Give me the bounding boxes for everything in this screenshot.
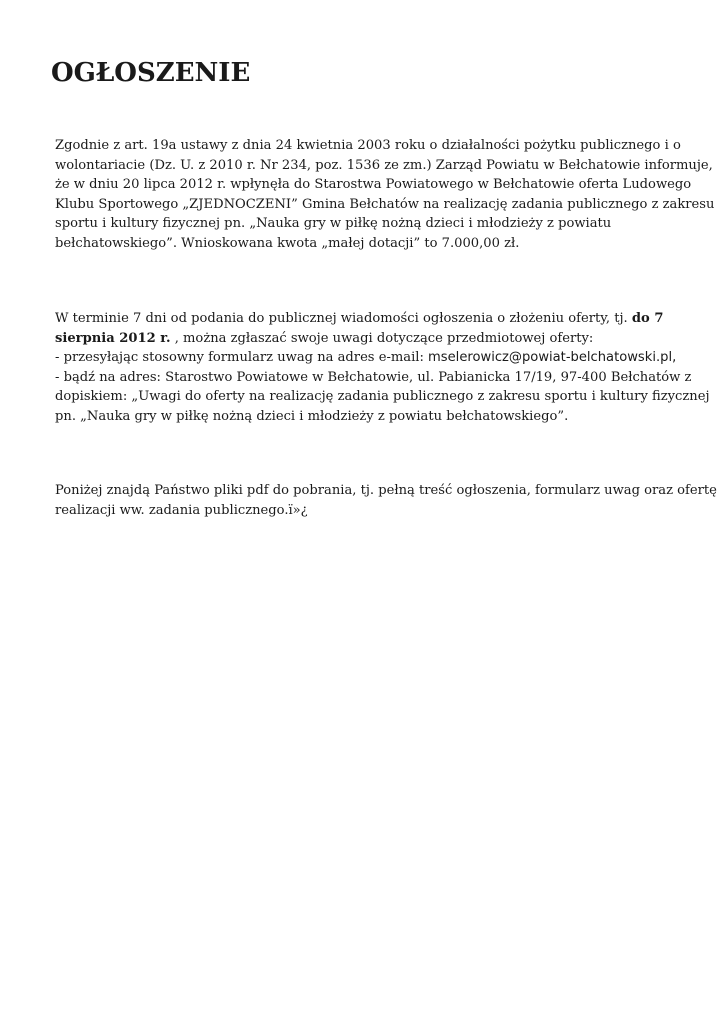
deadline-date-part1: do 7 <box>631 311 664 326</box>
paragraph-line: pn. „Nauka gry w piłkę nożną dzieci i młodzieży z powiatu bełchatowskiego”. <box>55 408 569 424</box>
paragraph-line <box>55 348 677 368</box>
deadline-intro-text: W terminie 7 dni od podania do publicznej wiadomości ogłoszenia o złożeniu oferty, tj. <box>55 311 632 326</box>
paragraph-line: że w dniu 20 lipca 2012 r. wpłynęła do Starostwa Powiatowego w Bełchatowie oferta Ludowego <box>55 177 692 192</box>
paragraph-downloads <box>55 481 717 520</box>
paragraph-line: Zgodnie z art. 19a ustawy z dnia 24 kwietnia 2003 roku o działalności pożytku publicznego i o <box>55 138 681 153</box>
paragraph-line: bełchatowskiego”. Wnioskowana kwota „małej dotacji” to 7.000,00 zł. <box>55 235 520 251</box>
email-address-link[interactable]: mselerowicz@powiat-belchatowski.pl, <box>428 350 677 365</box>
paragraph-line: wolontariacie (Dz. U. z 2010 r. Nr 234, poz. 1536 ze zm.) Zarząd Powiatu w Bełchatowie informuje, <box>55 157 713 173</box>
deadline-date-part2: sierpnia 2012 r. <box>55 330 171 346</box>
paragraph-line: sportu i kultury fizycznej pn. „Nauka gry w piłkę nożną dzieci i młodzieży z powiatu <box>55 216 612 231</box>
email-option-text: - przesyłając stosowny formularz uwag na adres e-mail: <box>55 350 429 365</box>
paragraph-line: dopiskiem: „Uwagi do oferty na realizację zadania publicznego z zakresu sportu i kultury fizycznej <box>55 389 710 404</box>
document-title: OGŁOSZENIE <box>51 58 251 88</box>
paragraph-comments-info <box>55 309 710 426</box>
paragraph-line <box>55 329 671 349</box>
paragraph-line: - bądź na adres: Starostwo Powiatowe w Bełchatowie, ul. Pabianicka 17/19, 97-400 Bełchatów z <box>55 369 692 385</box>
paragraph-line: Klubu Sportowego „ZJEDNOCZENI” Gmina Bełchatów na realizację zadania publicznego z zakresu <box>55 196 715 212</box>
paragraph-announcement <box>55 136 715 253</box>
paragraph-line <box>55 309 671 329</box>
paragraph-line: Poniżej znajdą Państwo pliki pdf do pobrania, tj. pełną treść ogłoszenia, formularz uwag oraz ofertę <box>55 483 717 498</box>
paragraph-line: realizacji ww. zadania publicznego.ï»¿ <box>55 502 308 518</box>
comments-intro-text: , można zgłaszać swoje uwagi dotyczące przedmiotowej oferty: <box>170 330 594 346</box>
